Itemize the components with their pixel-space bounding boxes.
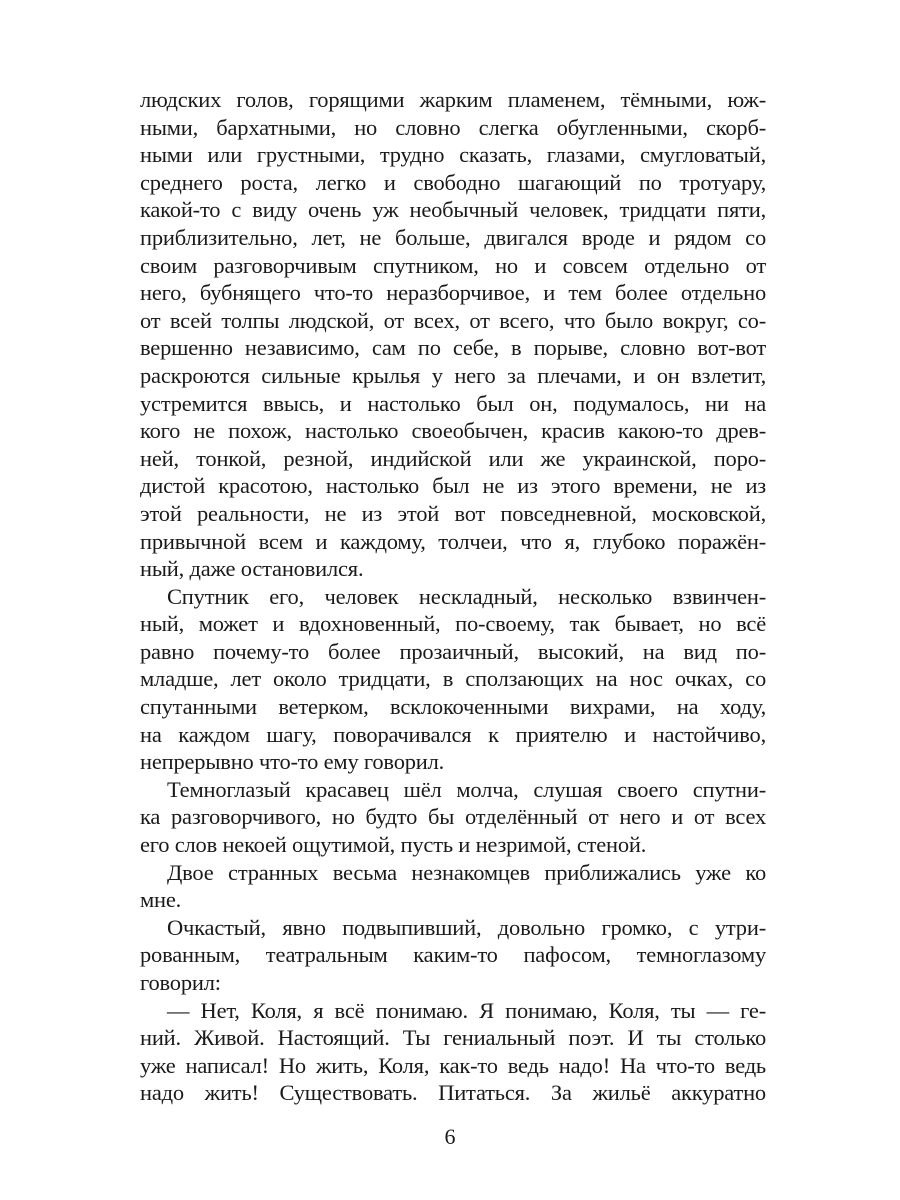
page-number: 6 (444, 1124, 456, 1149)
text-line: рованным, театральным каким-то пафосом, темноглазому (140, 942, 766, 968)
text-line: ный, даже остановился. (140, 556, 364, 582)
text-line: приблизительно, лет, не больше, двигался вроде и рядом со (140, 224, 766, 250)
text-line: Темноглазый красавец шёл молча, слушая своего спутни- (167, 776, 766, 802)
paragraph (140, 859, 766, 914)
text-line: него, бубнящего что-то неразборчивое, и тем более отдельно (140, 280, 766, 306)
text-line: ка разговорчивого, но будто бы отделённый от него и от всех (140, 804, 766, 830)
text-line: ными или грустными, трудно сказать, глазами, смугловатый, (140, 142, 766, 168)
text-line: на каждом шагу, поворачивался к приятелю и настойчиво, (140, 721, 766, 747)
text-line: раскроются сильные крылья у него за плечами, и он взлетит, (140, 362, 766, 388)
text-line: привычной всем и каждому, толчеи, что я, глубоко поражён- (140, 528, 766, 554)
text-line: ней, тонкой, резной, индийской или же украинской, поро- (140, 445, 766, 471)
text-line: равно почему-то более прозаичный, высокий, на вид по- (140, 638, 766, 664)
text-line: ний. Живой. Настоящий. Ты гениальный поэт. И ты столько (140, 1025, 766, 1051)
text-line: надо жить! Существовать. Питаться. За жильё аккуратно (140, 1080, 766, 1106)
text-line: этой реальности, не из этой вот повседневной, московской, (140, 500, 766, 526)
text-line: уже написал! Но жить, Коля, как-то ведь надо! На что-то ведь (140, 1052, 766, 1078)
text-line: ными, бархатными, но словно слегка обугленными, скорб- (140, 114, 766, 140)
text-line: какой-то с виду очень уж необычный человек, тридцати пяти, (140, 197, 766, 223)
paragraph (140, 86, 766, 583)
text-line: от всей толпы людской, от всех, от всего, что было вокруг, со- (140, 307, 766, 333)
text-line: говорил: (140, 970, 221, 995)
text-line: дистой красотою, настолько был не из этого времени, не из (140, 473, 766, 499)
text-line: устремится ввысь, и настолько был он, подумалось, ни на (140, 390, 766, 416)
text-line: непрерывно что-то ему говорил. (140, 749, 445, 775)
text-line: — Нет, Коля, я всё понимаю. Я понимаю, Коля, ты — ге- (167, 997, 766, 1023)
text-line: людских голов, горящими жарким пламенем, тёмными, юж- (140, 87, 766, 112)
paragraph (140, 914, 766, 997)
paragraph (140, 583, 766, 776)
body-text (140, 86, 766, 1107)
text-line: среднего роста, легко и свободно шагающий по тротуару, (140, 169, 766, 195)
text-line: своим разговорчивым спутником, но и совсем отдельно от (140, 252, 766, 278)
text-line: мне. (140, 887, 182, 913)
text-line: ный, может и вдохновенный, по-своему, так бывает, но всё (140, 611, 766, 637)
paragraph (140, 997, 766, 1107)
text-line: младше, лет около тридцати, в сползающих на нос очках, со (140, 666, 766, 692)
text-line: спутанными ветерком, всклокоченными вихрами, на ходу, (140, 694, 766, 720)
text-line: вершенно независимо, сам по себе, в порыве, словно вот-вот (140, 335, 766, 361)
text-line: Очкастый, явно подвыпивший, довольно громко, с утри- (167, 914, 766, 940)
text-line: Спутник его, человек нескладный, несколько взвинчен- (167, 583, 766, 609)
text-line: Двое странных весьма незнакомцев приближались уже ко (167, 859, 766, 885)
text-line: кого не похож, настолько своеобычен, красив какою-то древ- (140, 418, 766, 444)
text-line: его слов некоей ощутимой, пусть и незримой, стеной. (140, 832, 647, 858)
paragraph (140, 776, 766, 859)
